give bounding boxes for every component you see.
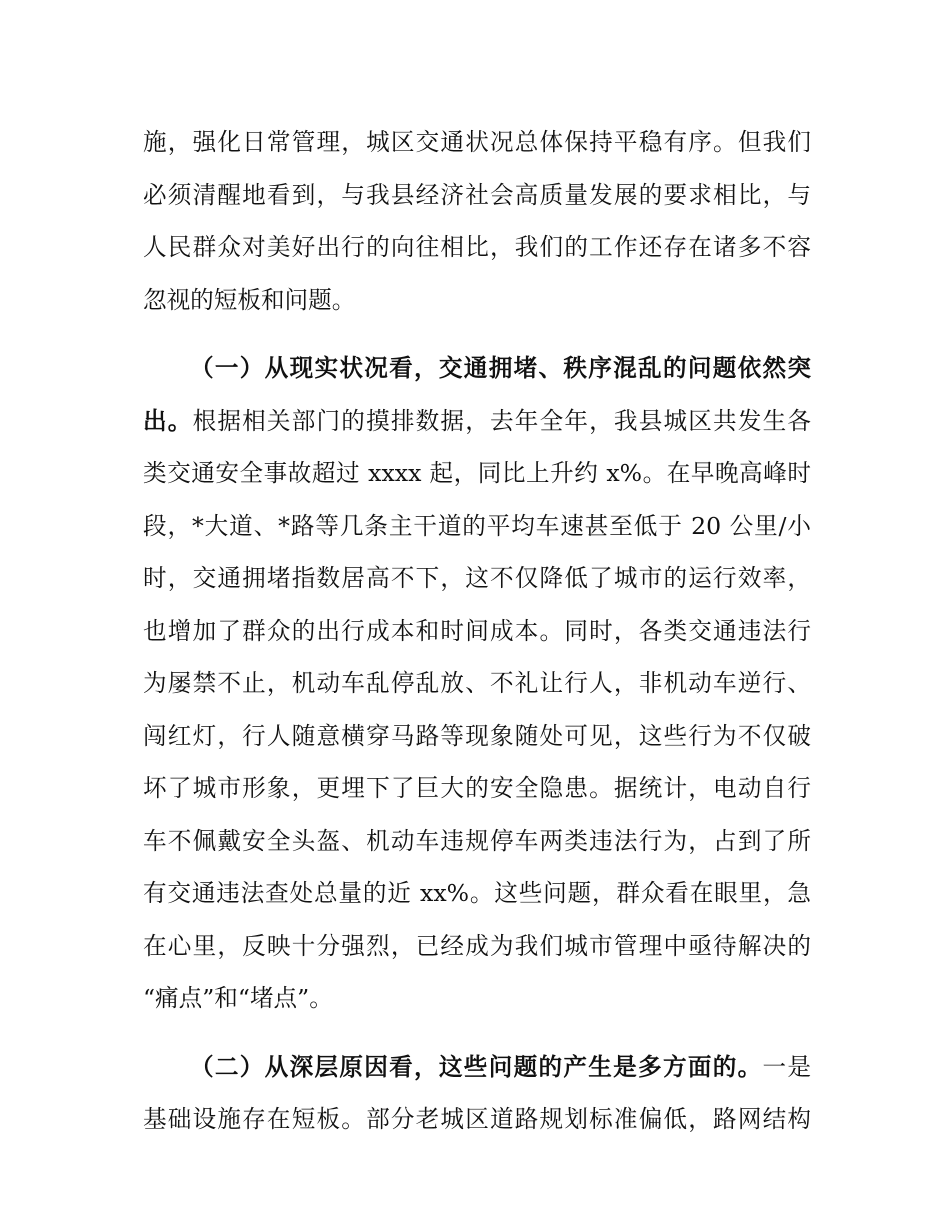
- text-line: 基础设施存在短板。部分老城区道路规划标准偏低，路网结构: [143, 1105, 811, 1133]
- text-line: 时，交通拥堵指数居高不下，这不仅降低了城市的运行效率，: [143, 564, 811, 592]
- paragraph-3: [143, 1045, 811, 1150]
- text-line: 必须清醒地看到，与我县经济社会高质量发展的要求相比，与: [143, 180, 811, 209]
- text-line: 施，强化日常管理，城区交通状况总体保持平稳有序。但我们: [143, 128, 811, 156]
- text-line: 也增加了群众的出行成本和时间成本。同时，各类交通违法行: [143, 616, 811, 645]
- section-heading-1-end: 出。: [143, 406, 193, 435]
- text-line: “痛点”和“堵点”。: [143, 984, 333, 1012]
- paragraph-2: [143, 346, 811, 1029]
- text-line: 忽视的短板和问题。: [143, 285, 356, 314]
- text-span: 一是: [762, 1052, 811, 1081]
- text-line: 为屡禁不止，机动车乱停乱放、不礼让行人，非机动车逆行、: [143, 669, 811, 697]
- text-line: 闯红灯，行人随意横穿马路等现象随处可见，这些行为不仅破: [143, 721, 811, 750]
- text-line: 在心里，反映十分强烈，已经成为我们城市管理中亟待解决的: [143, 931, 811, 960]
- paragraph-1: [143, 120, 811, 330]
- section-heading-1: （一）从现实状况看，交通拥堵、秩序混乱的问题依然突: [190, 354, 811, 382]
- document-body: [143, 120, 811, 1150]
- text-line: 段，*大道、*路等几条主干道的平均车速甚至低于 20 公里/小: [143, 511, 811, 540]
- text-line: 坏了城市形象，更埋下了巨大的安全隐患。据统计，电动自行: [143, 774, 811, 802]
- text-line: 有交通违法查处总量的近 xx%。这些问题，群众看在眼里，急: [143, 879, 811, 907]
- text-line: 类交通安全事故超过 xxxx 起，同比上升约 x%。在早晚高峰时: [143, 459, 811, 487]
- section-heading-2: （二）从深层原因看，这些问题的产生是多方面的。: [190, 1052, 763, 1081]
- text-line: 车不佩戴安全头盔、机动车违规停车两类违法行为，占到了所: [143, 826, 811, 855]
- text-line: [143, 1045, 811, 1098]
- text-line: 人民群众对美好出行的向往相比，我们的工作还存在诸多不容: [143, 233, 811, 261]
- text-line: [143, 399, 811, 452]
- text-span: 根据相关部门的摸排数据，去年全年，我县城区共发生各: [192, 406, 811, 435]
